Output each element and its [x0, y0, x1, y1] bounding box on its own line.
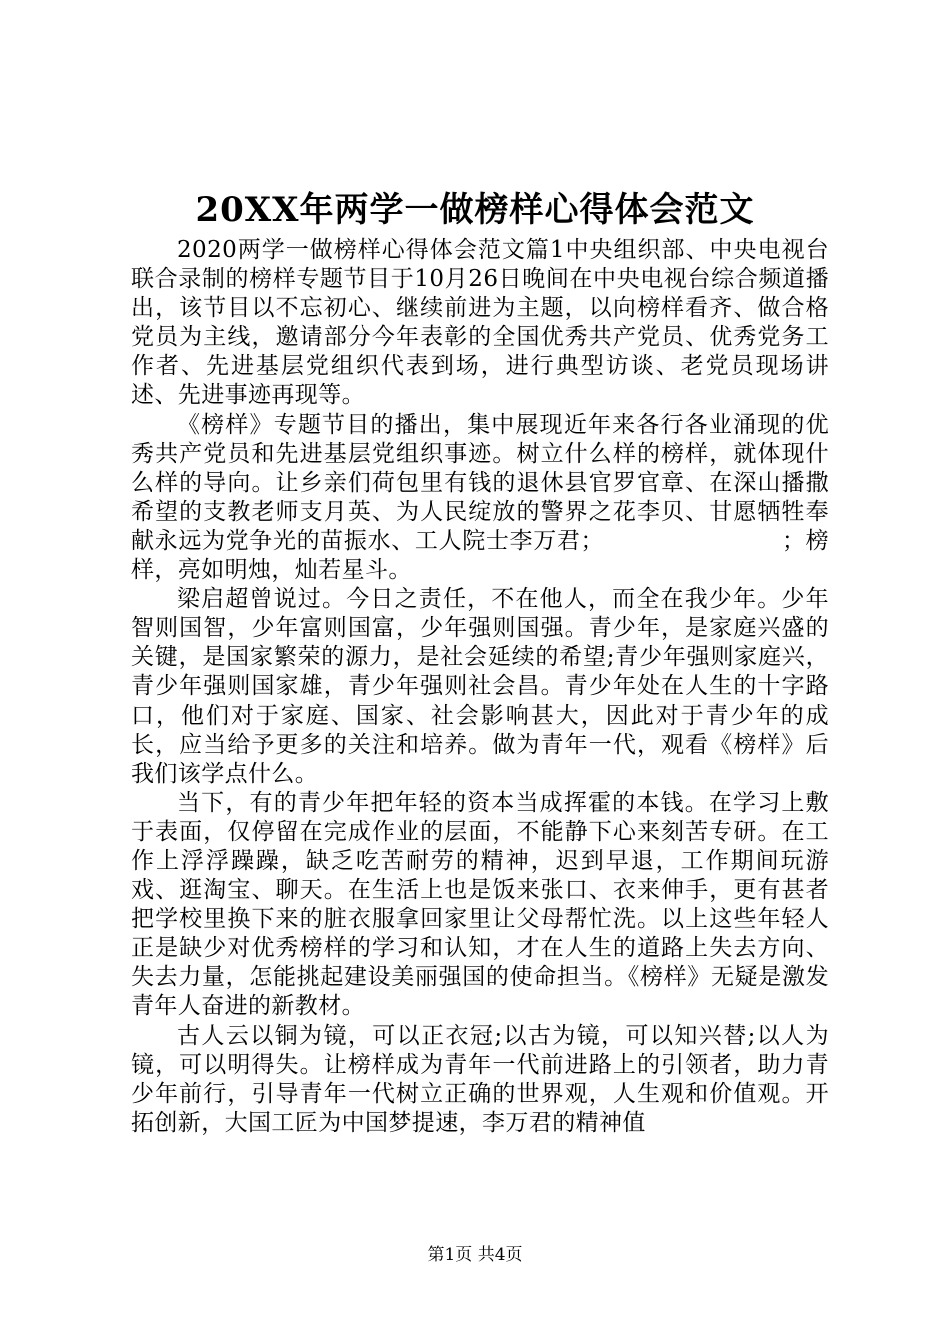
document-body	[131, 236, 829, 1138]
page-number-footer: 第1页 共4页	[427, 1245, 523, 1265]
paragraph: 《榜样》专题节目的播出，集中展现近年来各行各业涌现的优秀共产党员和先进基层党组织事迹。树立什么样的榜样，就体现什么样的导向。让乡亲们荷包里有钱的退休县官罗官章、在深山播撒希望的支教老师支月英、为人民绽放的警界之花李贝、甘愿牺牲奉献永远为党争光的苗振水、工人院士李万君； ；榜样，亮如明烛，灿若星斗。	[131, 411, 829, 584]
paragraph: 古人云以铜为镜，可以正衣冠;以古为镜，可以知兴替;以人为镜，可以明得失。让榜样成为青年一代前进路上的引领者，助力青少年前行，引导青年一代树立正确的世界观，人生观和价值观。开拓创新，大国工匠为中国梦提速，李万君的精神值	[131, 1022, 829, 1136]
paragraph: 当下，有的青少年把年轻的资本当成挥霍的本钱。在学习上敷于表面，仅停留在完成作业的层面，不能静下心来刻苦专研。在工作上浮浮躁躁，缺乏吃苦耐劳的精神，迟到早退，工作期间玩游戏、逛淘宝、聊天。在生活上也是饭来张口、衣来伸手，更有甚者把学校里换下来的脏衣服拿回家里让父母帮忙洗。以上这些年轻人正是缺少对优秀榜样的学习和认知，才在人生的道路上失去方向、失去力量，怎能挑起建设美丽强国的使命担当。《榜样》无疑是激发青年人奋进的新教材。	[131, 789, 829, 1020]
document-title: 20XX年两学一做榜样心得体会范文	[195, 190, 755, 230]
paragraph: 2020两学一做榜样心得体会范文篇1中央组织部、中央电视台联合录制的榜样专题节目于10月26日晚间在中央电视台综合频道播出，该节目以不忘初心、继续前进为主题，以向榜样看齐、做合格党员为主线，邀请部分今年表彰的全国优秀共产党员、优秀党务工作者、先进基层党组织代表到场，进行典型访谈、老党员现场讲述、先进事迹再现等。	[131, 237, 829, 409]
paragraph: 梁启超曾说过。今日之责任，不在他人，而全在我少年。少年智则国智，少年富则国富，少年强则国强。青少年，是家庭兴盛的关键，是国家繁荣的源力，是社会延续的希望;青少年强则家庭兴，青少年强则国家雄，青少年强则社会昌。青少年处在人生的十字路口，他们对于家庭、国家、社会影响甚大，因此对于青少年的成长，应当给予更多的关注和培养。做为青年一代，观看《榜样》后我们该学点什么。	[131, 586, 829, 787]
